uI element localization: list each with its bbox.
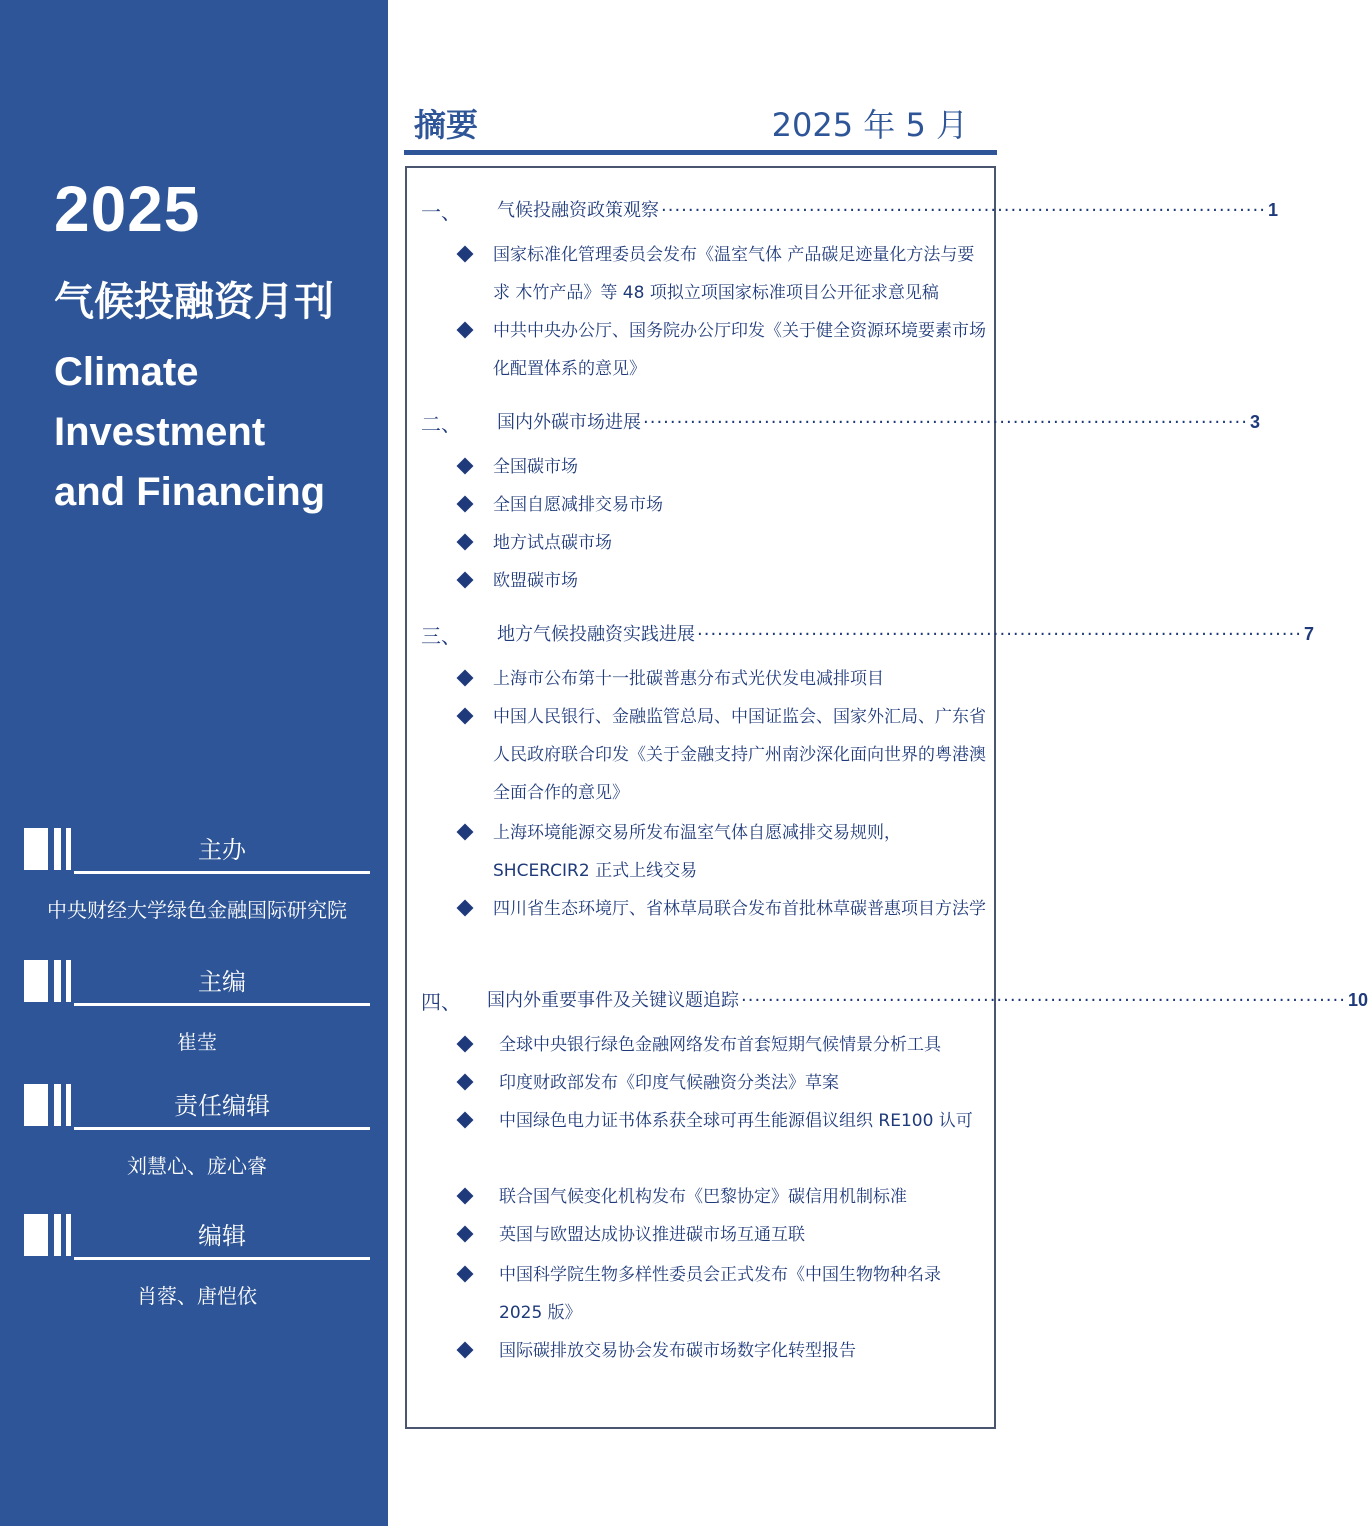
section-title: 国内外碳市场进展 — [497, 412, 641, 433]
bar-mark-icon — [24, 828, 76, 870]
credit-editors — [24, 1210, 370, 1309]
credit-value: 刘慧心、庞心睿 — [127, 1154, 267, 1178]
divider — [74, 1003, 370, 1006]
section-number: 二、 — [421, 412, 461, 436]
credit-label: 主办 — [198, 836, 246, 864]
diamond-bullet-icon — [457, 1342, 474, 1359]
credit-organizer — [24, 824, 370, 923]
toc-item[interactable]: 中国绿色电力证书体系获全球可再生能源倡议组织 RE100 认可 — [459, 1102, 989, 1140]
toc-item[interactable]: 上海环境能源交易所发布温室气体自愿减排交易规则，SHCERCIR2 正式上线交易 — [459, 814, 989, 890]
toc-item[interactable]: 全国自愿减排交易市场 — [459, 486, 989, 524]
journal-title-en-line: and Financing — [54, 470, 326, 514]
bar-mark-icon — [24, 1214, 76, 1256]
diamond-bullet-icon — [457, 1266, 474, 1283]
toc-item[interactable]: 全球中央银行绿色金融网络发布首套短期气候情景分析工具 — [459, 1026, 989, 1064]
section-number: 三、 — [421, 624, 461, 648]
bar-mark-icon — [24, 960, 76, 1002]
journal-title-en — [54, 342, 384, 522]
credit-responsible-editor — [24, 1080, 370, 1179]
header-divider — [404, 150, 997, 155]
toc-item[interactable]: 欧盟碳市场 — [459, 562, 989, 600]
diamond-bullet-icon — [457, 670, 474, 687]
credit-value: 中央财经大学绿色金融国际研究院 — [47, 898, 347, 922]
table-of-contents — [405, 166, 1368, 1429]
toc-item[interactable]: 英国与欧盟达成协议推进碳市场互通互联 — [459, 1216, 989, 1254]
section-page: 1 — [1267, 200, 1278, 220]
toc-item[interactable]: 中共中央办公厅、国务院办公厅印发《关于健全资源环境要素市场化配置体系的意见》 — [459, 312, 989, 388]
section-number: 一、 — [421, 200, 461, 224]
credit-label: 责任编辑 — [174, 1092, 270, 1120]
toc-section[interactable] — [421, 620, 1314, 648]
toc-section[interactable] — [421, 196, 1278, 224]
credit-chief-editor — [24, 956, 370, 1055]
section-page: 3 — [1249, 412, 1260, 432]
toc-item[interactable]: 国家标准化管理委员会发布《温室气体 产品碳足迹量化方法与要求 木竹产品》等 48 项拟立项国家标准项目公开征求意见稿 — [459, 236, 989, 312]
issue-year: 2025 — [54, 173, 201, 245]
dot-leader: ·························································································· — [643, 412, 1248, 433]
diamond-bullet-icon — [457, 1226, 474, 1243]
toc-item[interactable]: 全国碳市场 — [459, 448, 989, 486]
diamond-bullet-icon — [457, 246, 474, 263]
diamond-bullet-icon — [457, 1074, 474, 1091]
journal-title-en-line: Climate — [54, 350, 199, 394]
diamond-bullet-icon — [457, 496, 474, 513]
divider — [74, 871, 370, 874]
section-page: 10 — [1347, 990, 1368, 1010]
diamond-bullet-icon — [457, 708, 474, 725]
diamond-bullet-icon — [457, 458, 474, 475]
toc-item[interactable]: 印度财政部发布《印度气候融资分类法》草案 — [459, 1064, 989, 1102]
section-page: 7 — [1303, 624, 1314, 644]
diamond-bullet-icon — [457, 900, 474, 917]
toc-item[interactable]: 四川省生态环境厅、省林草局联合发布首批林草碳普惠项目方法学 — [459, 890, 989, 928]
diamond-bullet-icon — [457, 1188, 474, 1205]
toc-item[interactable]: 国际碳排放交易协会发布碳市场数字化转型报告 — [459, 1332, 989, 1370]
toc-item[interactable]: 上海市公布第十一批碳普惠分布式光伏发电减排项目 — [459, 660, 989, 698]
journal-title-cn: 气候投融资月刊 — [54, 279, 334, 325]
toc-item[interactable]: 中国科学院生物多样性委员会正式发布《中国生物物种名录 2025 版》 — [459, 1256, 989, 1332]
bar-mark-icon — [24, 1084, 76, 1126]
diamond-bullet-icon — [457, 824, 474, 841]
dot-leader: ·························································································· — [697, 624, 1302, 645]
abstract-heading: 摘要 — [414, 106, 479, 144]
diamond-bullet-icon — [457, 534, 474, 551]
divider — [74, 1257, 370, 1260]
issue-date: 2025 年 5 月 — [771, 106, 968, 144]
journal-title-en-line: Investment — [54, 410, 266, 454]
cover-sidebar — [0, 0, 388, 1526]
divider — [74, 1127, 370, 1130]
credit-value: 肖蓉、唐恺依 — [137, 1284, 257, 1308]
credit-label: 主编 — [198, 968, 246, 996]
section-title: 地方气候投融资实践进展 — [497, 624, 695, 645]
diamond-bullet-icon — [457, 322, 474, 339]
toc-item[interactable]: 联合国气候变化机构发布《巴黎协定》碳信用机制标准 — [459, 1178, 989, 1216]
diamond-bullet-icon — [457, 572, 474, 589]
diamond-bullet-icon — [457, 1112, 474, 1129]
toc-item[interactable]: 中国人民银行、金融监管总局、中国证监会、国家外汇局、广东省人民政府联合印发《关于金融支持广州南沙深化面向世界的粤港澳全面合作的意见》 — [459, 698, 989, 812]
diamond-bullet-icon — [457, 1036, 474, 1053]
credit-label: 编辑 — [198, 1222, 246, 1250]
credit-value: 崔莹 — [177, 1030, 217, 1054]
section-number: 四、 — [421, 990, 461, 1014]
section-title: 国内外重要事件及关键议题追踪 — [487, 990, 739, 1011]
dot-leader: ·························································································· — [661, 200, 1266, 221]
toc-item[interactable]: 地方试点碳市场 — [459, 524, 989, 562]
dot-leader: ·························································································· — [741, 990, 1346, 1011]
toc-section[interactable] — [421, 986, 1368, 1014]
toc-section[interactable] — [421, 408, 1260, 436]
section-title: 气候投融资政策观察 — [497, 200, 659, 221]
